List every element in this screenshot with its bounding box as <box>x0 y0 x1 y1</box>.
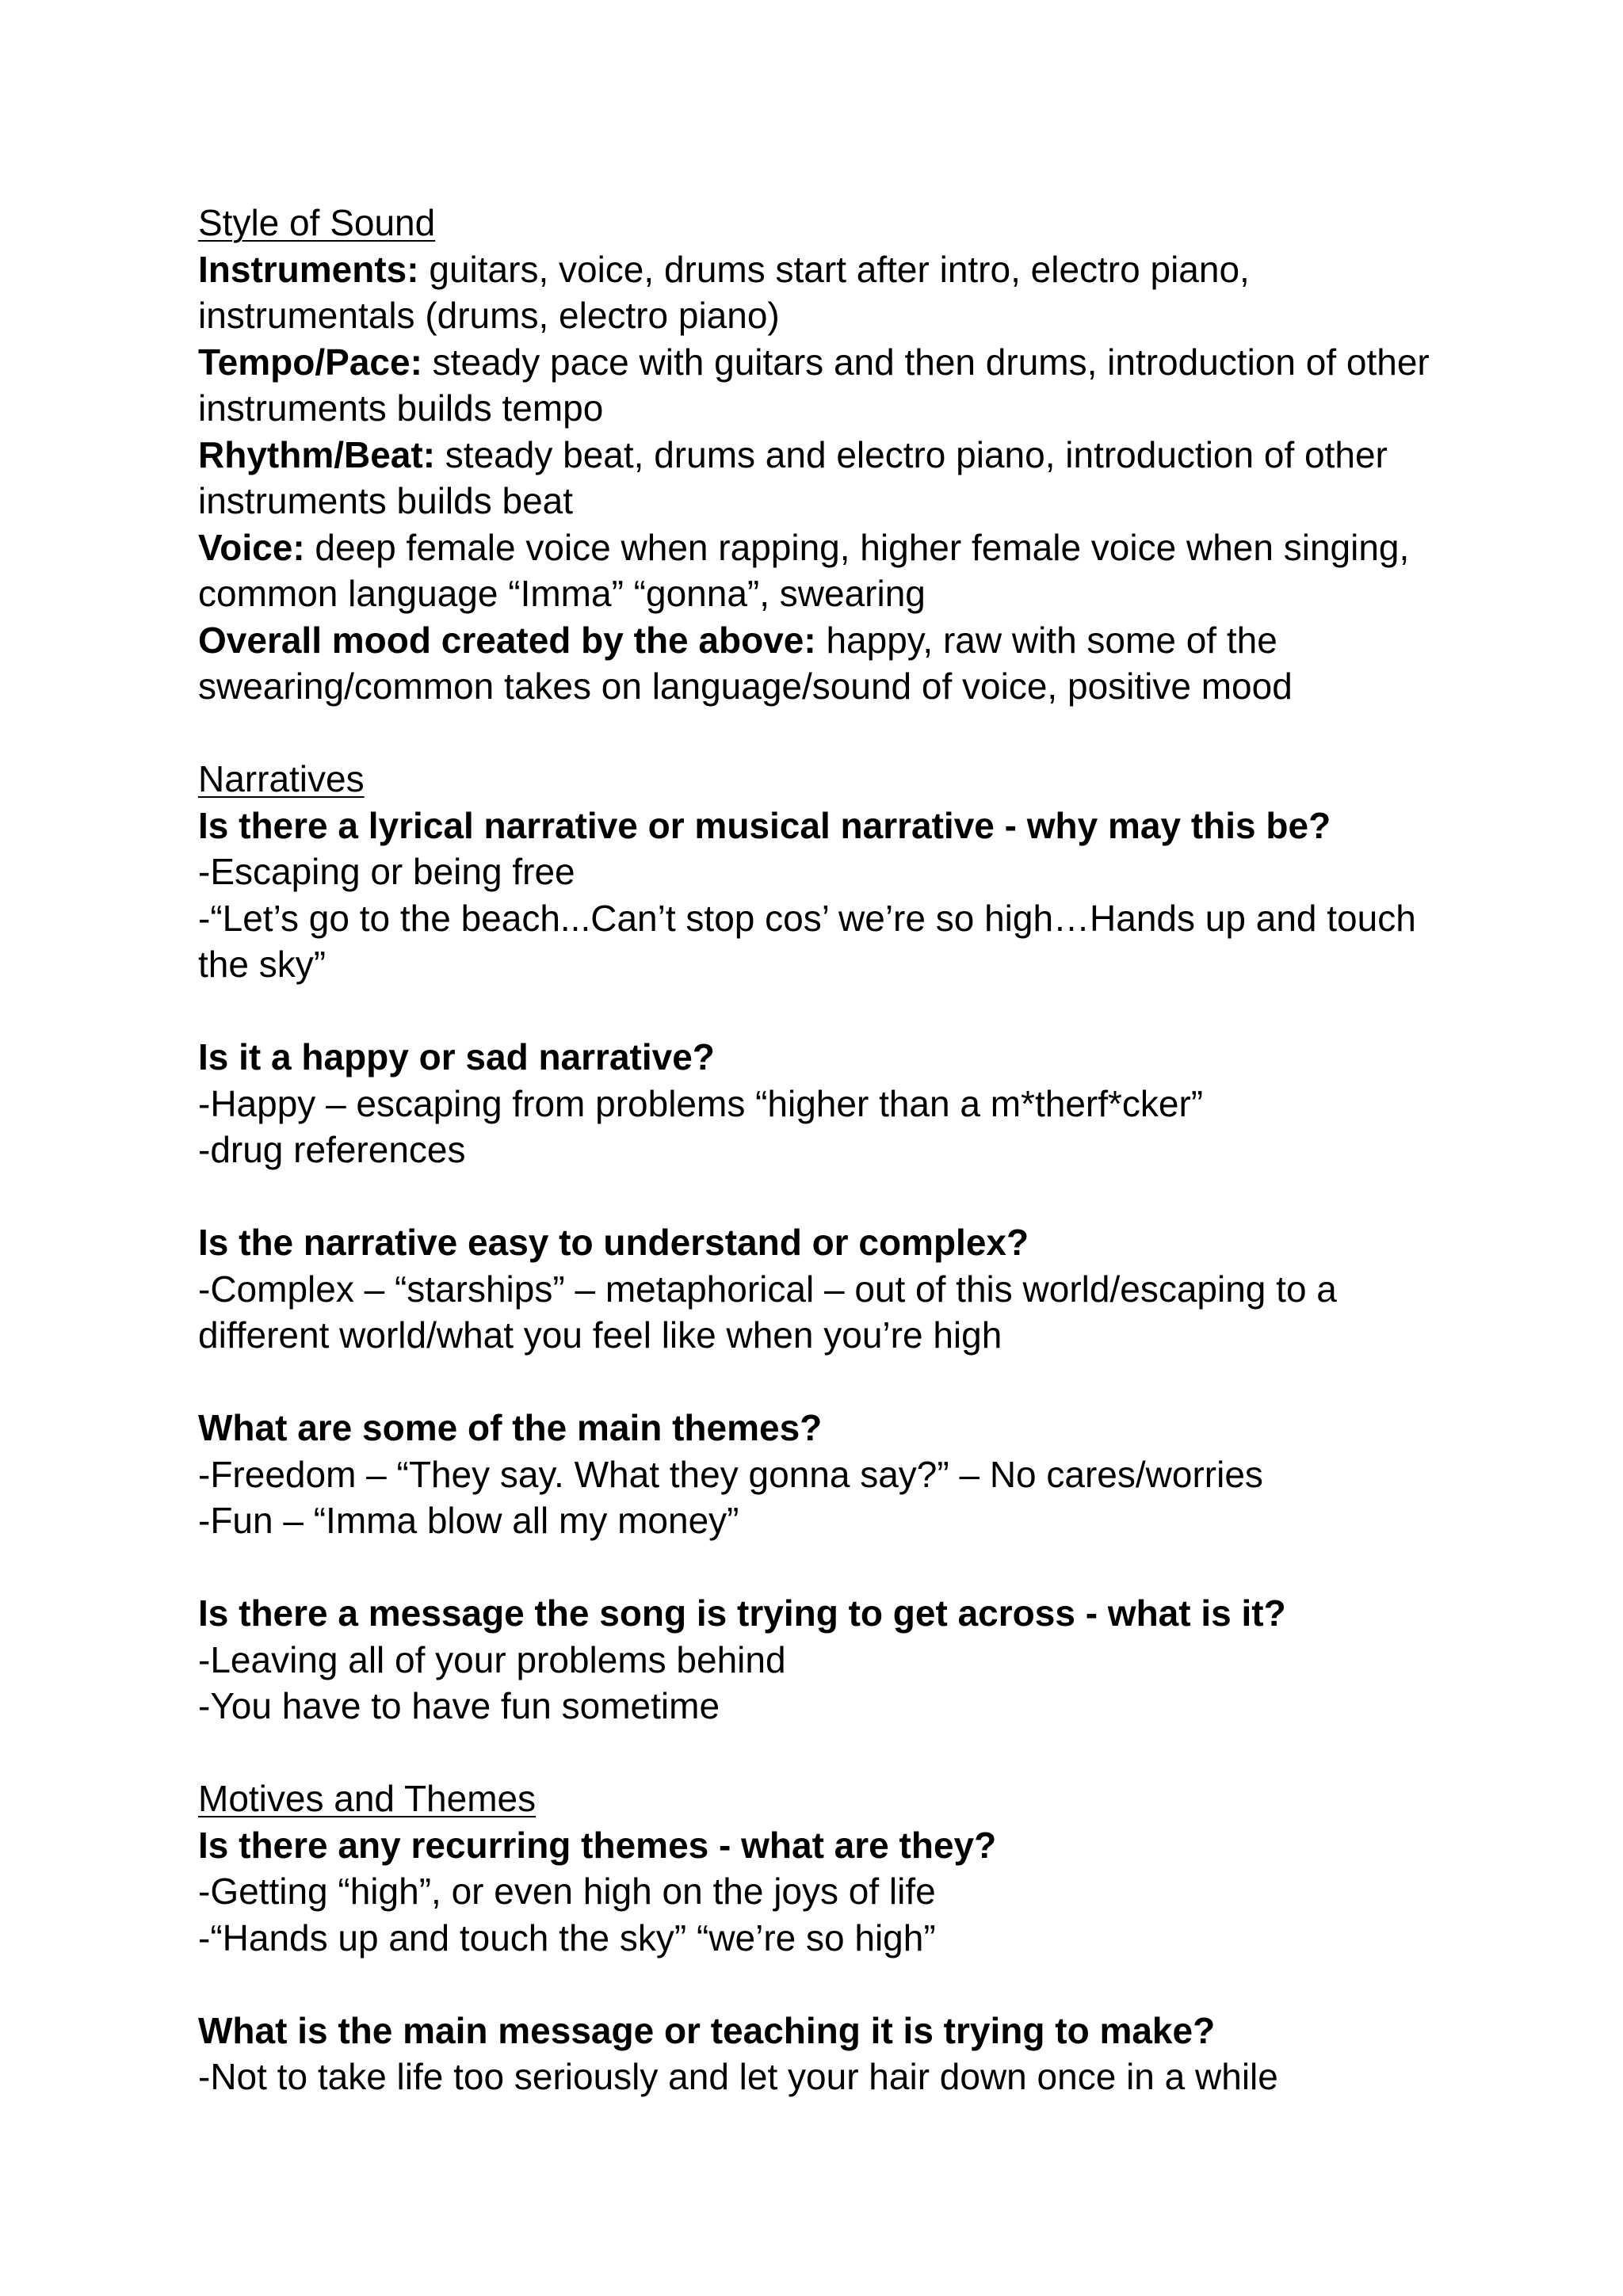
question: Is there a message the song is trying to get across - what is it? <box>198 1592 1286 1634</box>
section-heading-narratives: Narratives <box>198 758 365 799</box>
question: What is the main message or teaching it is trying to make? <box>198 2009 1216 2051</box>
question: Is there any recurring themes - what are they? <box>198 1824 997 1866</box>
field-overall-mood <box>198 617 1434 710</box>
answer: -“Hands up and touch the sky” “we’re so high” <box>198 1917 936 1958</box>
spacer <box>198 1359 1434 1405</box>
spacer <box>198 1730 1434 1776</box>
answer: -Not to take life too seriously and let your hair down once in a while <box>198 2056 1278 2097</box>
section-heading-style-of-sound: Style of Sound <box>198 202 436 243</box>
document-page <box>198 200 1434 2100</box>
question: Is it a happy or sad narrative? <box>198 1036 715 1077</box>
field-text: steady beat, drums and electro piano, introduction of other instruments builds beat <box>198 433 1388 521</box>
field-text: guitars, voice, drums start after intro, electro piano, instrumentals (drums, electro piano) <box>198 248 1250 336</box>
answer: -drug references <box>198 1129 466 1170</box>
spacer <box>198 1173 1434 1220</box>
field-label: Overall mood created by the above: <box>198 619 816 661</box>
answer: -Happy – escaping from problems “higher than a m*therf*cker” <box>198 1082 1204 1124</box>
field-instruments <box>198 246 1434 339</box>
question: Is there a lyrical narrative or musical narrative - why may this be? <box>198 804 1331 846</box>
answer: -Fun – “Imma blow all my money” <box>198 1500 739 1541</box>
question: Is the narrative easy to understand or complex? <box>198 1222 1029 1263</box>
answer: -“Let’s go to the beach...Can’t stop cos’ we’re so high…Hands up and touch the sky” <box>198 897 1416 985</box>
field-label: Rhythm/Beat: <box>198 433 436 475</box>
field-text: deep female voice when rapping, higher female voice when singing, common language “Imma” “gonna”, swearing <box>198 526 1410 614</box>
spacer <box>198 1961 1434 2008</box>
answer: -Freedom – “They say. What they gonna say?” – No cares/worries <box>198 1453 1263 1495</box>
answer: -Getting “high”, or even high on the joys of life <box>198 1871 936 1912</box>
spacer <box>198 710 1434 757</box>
spacer <box>198 988 1434 1035</box>
answer: -Leaving all of your problems behind <box>198 1638 786 1680</box>
field-voice <box>198 524 1434 617</box>
answer: -Complex – “starships” – metaphorical – out of this world/escaping to a different world/what you feel like when you’re high <box>198 1268 1337 1356</box>
spacer <box>198 1544 1434 1591</box>
answer: -Escaping or being free <box>198 851 575 892</box>
field-text: happy, raw with some of the swearing/common takes on language/sound of voice, positive mood <box>198 619 1293 707</box>
question: What are some of the main themes? <box>198 1407 823 1448</box>
field-text: steady pace with guitars and then drums, introduction of other instruments builds tempo <box>198 341 1430 429</box>
answer: -You have to have fun sometime <box>198 1685 720 1726</box>
field-tempo <box>198 339 1434 432</box>
field-label: Voice: <box>198 526 305 568</box>
field-rhythm <box>198 432 1434 524</box>
field-label: Tempo/Pace: <box>198 341 422 383</box>
section-heading-motives-and-themes: Motives and Themes <box>198 1778 537 1819</box>
field-label: Instruments: <box>198 248 419 290</box>
